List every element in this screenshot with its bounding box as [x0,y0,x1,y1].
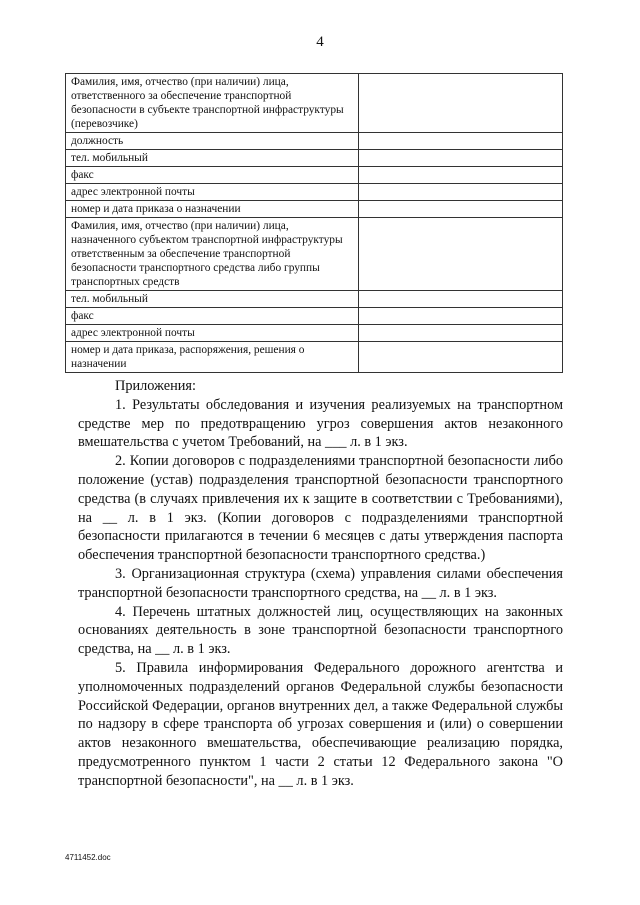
appendix-item: 5. Правила информирования Федерального дорожного агентства и уполномоченных подразделений органов Федеральной службы безопасности Российской Федерации, органов внутренних дел, а также Федеральной службы по надзору в сфере транспорта об угрозах совершения и (или) о совершении актов незаконного вмешательства, обеспечивающие реализацию порядка, предусмотренного пунктом 1 части 2 статьи 12 Федерального закона "О транспортной безопасности", на __ л. в 1 экз. [78,659,563,789]
table-row [66,218,563,291]
appendix-item: 4. Перечень штатных должностей лиц, осуществляющих на законных основаниях деятельность в зоне транспортной безопасности транспортного средства, на __ л. в 1 экз. [78,603,563,658]
table-value-cell [359,291,563,308]
table-label-cell: факс [66,308,359,325]
appendix-section [78,377,563,791]
table-label-cell: должность [66,133,359,150]
table-value-cell [359,325,563,342]
table-row [66,325,563,342]
table-row [66,291,563,308]
table-label-cell: адрес электронной почты [66,325,359,342]
table-label-cell: Фамилия, имя, отчество (при наличии) лица, ответственного за обеспечение транспортной безопасности в субъекте транспортной инфраструктуры (перевозчике) [66,74,359,133]
table-row [66,150,563,167]
table-label-cell: тел. мобильный [66,291,359,308]
page-number: 4 [316,34,324,50]
table-row [66,133,563,150]
appendix-item: 2. Копии договоров с подразделениями транспортной безопасности либо положение (устав) подразделения транспортной безопасности транспортного средства (в случаях привлечения их к защите в соответствии с Требованиями), на __ л. в 1 экз. (Копии договоров с подразделениями транспортной безопасности прилагаются в течении 6 месяцев с даты утверждения паспорта обеспечения транспортной безопасности транспортного средства.) [78,453,563,564]
table-label-cell: адрес электронной почты [66,184,359,201]
document-code: 4711452.doc [65,853,111,862]
table-value-cell [359,150,563,167]
table-value-cell [359,167,563,184]
table-value-cell [359,218,563,291]
table-row [66,342,563,373]
table-label-cell: Фамилия, имя, отчество (при наличии) лица, назначенного субъектом транспортной инфраструктуры ответственным за обеспечение транспортной безопасности транспортного средства либо группы транспортных средств [66,218,359,291]
table-value-cell [359,201,563,218]
table-label-cell: номер и дата приказа о назначении [66,201,359,218]
table-row [66,184,563,201]
table-row [66,201,563,218]
appendix-item: 1. Результаты обследования и изучения реализуемых на транспортном средстве мер по предотвращению угроз совершения актов незаконного вмешательства с учетом Требований, на ___ л. в 1 экз. [78,396,563,451]
contact-info-table [65,73,563,373]
table-row [66,308,563,325]
table-label-cell: тел. мобильный [66,150,359,167]
table-value-cell [359,133,563,150]
table-row [66,74,563,133]
table-row [66,167,563,184]
table-value-cell [359,342,563,373]
table-value-cell [359,308,563,325]
table-label-cell: факс [66,167,359,184]
table-value-cell [359,74,563,133]
appendix-heading: Приложения: [115,378,196,394]
appendix-item: 3. Организационная структура (схема) управления силами обеспечения транспортной безопасности транспортного средства, на __ л. в 1 экз. [78,565,563,601]
table-value-cell [359,184,563,201]
table-label-cell: номер и дата приказа, распоряжения, решения о назначении [66,342,359,373]
